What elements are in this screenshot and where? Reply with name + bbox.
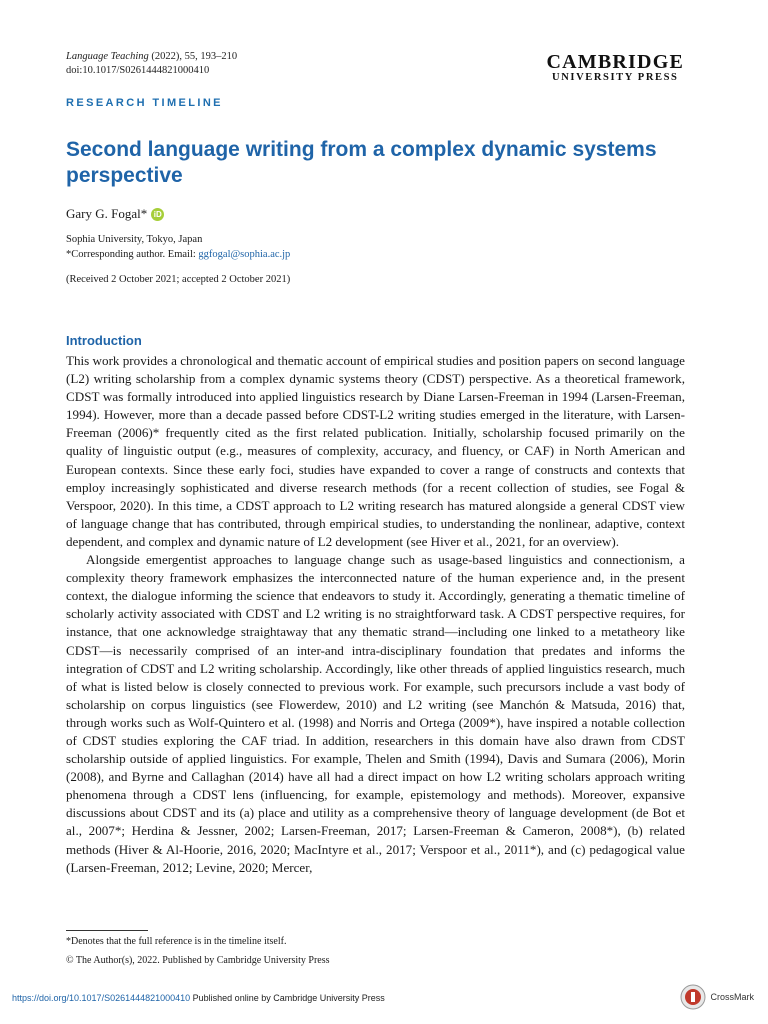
doi-line: doi:10.1017/S0261444821000410 xyxy=(66,65,210,76)
crossmark-badge[interactable] xyxy=(680,984,754,1010)
introduction-heading: Introduction xyxy=(66,333,142,348)
published-online: Published online by Cambridge University Press xyxy=(190,993,385,1003)
received-dates: (Received 2 October 2021; accepted 2 October 2021) xyxy=(66,274,291,285)
publisher-top: CAMBRIDGE xyxy=(546,51,684,73)
crossmark-label: CrossMark xyxy=(710,992,754,1002)
orcid-icon[interactable]: iD xyxy=(151,208,164,221)
introduction-body xyxy=(66,352,685,877)
author-line xyxy=(66,206,164,222)
journal-title: Language Teaching xyxy=(66,51,149,62)
copyright: © The Author(s), 2022. Published by Cambridge University Press xyxy=(66,955,330,966)
paragraph: Alongside emergentist approaches to language change such as usage-based linguistics and connectionism, a complexity theory framework emphasizes the interconnected nature of the human experience and, in the present context, the dialogue informing the science that endeavors to study it. Accordingly, generating a thematic timeline of scholarly activity associated with CDST and L2 writing is no straightforward task. A CDST perspective requires, for instance, that one acknowledge straightaway that any thematic strand—including one linked to a metatheory like CDST—is necessarily comprised of an inter-and intra-disciplinary foundation that predates and informs the integration of CDST and L2 writing scholarship. Accordingly, like other threads of applied linguistics research, much of what is listed below is closely connected to previous work. For example, such precursors include a vast body of scholarship on corpus linguistics (see Flowerdew, 2010) and L2 writing (see Manchón & Matsuda, 2016) that, through works such as Wolf-Quintero et al. (1998) and Norris and Ortega (2009*), have inspired a notable collection of CDST studies exploring the CAF triad. In addition, researchers in this domain have also drawn from CDST scholarship outside of applied linguistics. For example, Thelen and Smith (1994), Davis and Sumara (2006), Morin (2008), and Byrne and Callaghan (2014) have all had a direct impact on how L2 writing scholars approach writing phenomena through a CDST lens (influencing, for example, epistemology and methods). Moreover, expansive discussions about CDST and its (a) place and utility as a comprehensive theory of language development (de Bot et al., 2007*; Herdina & Jessner, 2002; Larsen-Freeman, 2017; Larsen-Freeman & Cameron, 2008*), (b) related methods (Hiver & Al-Hoorie, 2016, 2020; MacIntyre et al., 2017; Verspoor et al., 2011*), and (c) pedagogical value (Larsen-Freeman, 2012; Levine, 2020; Mercer, xyxy=(66,552,685,875)
paragraph: This work provides a chronological and thematic account of empirical studies and position papers on second language (L2) writing scholarship from a complex dynamic systems theory (CDST) perspective. As a theoretical framework, CDST was formally introduced into applied linguistics research by Diane Larsen-Freeman in 1994 (Larsen-Freeman, 1994). However, more than a decade passed before CDST-L2 writing studies emerged in the literature, with Larsen-Freeman (2006)* frequently cited as the first related publication. Initially, scholarship focused primarily on the quality of linguistic output (e.g., measures of complexity, accuracy, and fluency, or CAF) in North American and European contexts. Since these early foci, studies have expanded to cover a range of constructs and contexts that employ increasingly sophisticated and diverse research methods (for a recent collection of studies, see Fogal & Verspoor, 2020). In this time, a CDST approach to L2 writing research has matured alongside a general CDST view of language change that has contributed, through empirical studies, to understanding the nonlinear, adaptive, context dependent, and complex and dynamic nature of L2 development (see Hiver et al., 2021, for an overview). xyxy=(66,353,685,549)
affiliation-block xyxy=(66,232,290,262)
affiliation: Sophia University, Tokyo, Japan xyxy=(66,234,203,245)
corresponding-prefix: *Corresponding author. Email: xyxy=(66,249,199,260)
article-title: Second language writing from a complex dynamic systems perspective xyxy=(66,138,657,187)
crossmark-icon xyxy=(680,984,706,1010)
footnote: *Denotes that the full reference is in the timeline itself. xyxy=(66,936,287,947)
doi-link[interactable]: https://doi.org/10.1017/S0261444821000410 xyxy=(12,993,191,1003)
journal-citation: (2022), 55, 193–210 xyxy=(148,51,238,62)
publisher-bottom: UNIVERSITY PRESS xyxy=(552,72,679,83)
email-link[interactable]: ggfogal@sophia.ac.jp xyxy=(198,249,291,260)
footnote-divider xyxy=(66,930,148,931)
author-name: Gary G. Fogal* xyxy=(66,206,148,221)
section-label: RESEARCH TIMELINE xyxy=(66,97,223,109)
journal-info xyxy=(66,50,237,78)
publisher-logo xyxy=(547,52,684,84)
footer-bar xyxy=(12,993,385,1003)
